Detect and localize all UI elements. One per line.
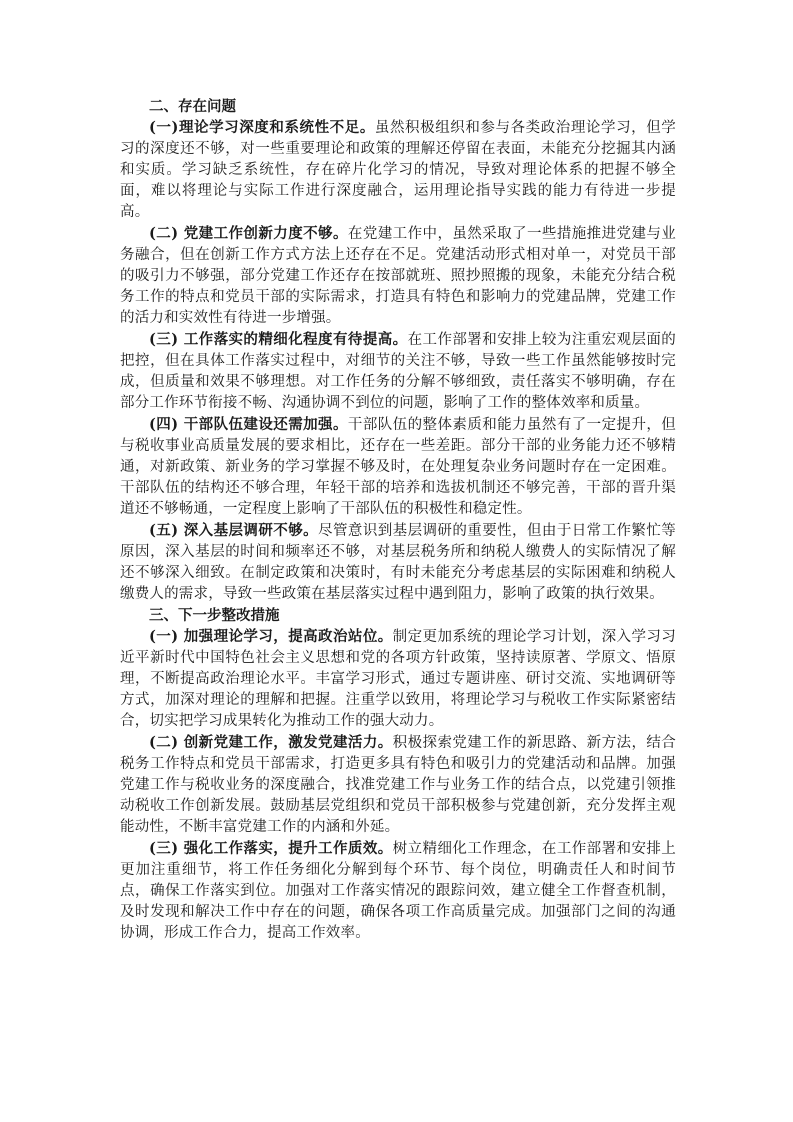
- section-heading-problems: 二、存在问题: [149, 98, 236, 115]
- paragraph-body: 树立精细化工作理念，在工作部署和安排上更加注重细节，将工作任务细化分解到每个环节、每个岗位，明确责任人和时间节点，确保工作落实到位。加强对工作落实情况的跟踪问效，建立健全工作督查机制，及时发现和解决工作中存在的问题，确保各项工作高质量完成。加强部门之间的沟通协调，形成工作合力，提高工作效率。: [120, 841, 676, 941]
- paragraph-problem-5: [120, 520, 676, 605]
- paragraph-body: 积极探索党建工作的新思路、新方法，结合税务工作特点和党员干部需求，打造更多具有特色和吸引力的党建活动和品牌。加强党建工作与税收业务的深度融合，找准党建工作与业务工作的结合点，以党建引领推动税收工作创新发展。鼓励基层党组织和党员干部积极参与党建创新，充分发挥主观能动性，不断丰富党建工作的内涵和外延。: [120, 735, 676, 835]
- paragraph-problem-3: [120, 329, 676, 414]
- section-heading-measures: 三、下一步整改措施: [149, 607, 280, 624]
- paragraph-problem-4: [120, 414, 676, 520]
- paragraph-body: 尽管意识到基层调研的重要性，但由于日常工作繁忙等原因，深入基层的时间和频率还不够，对基层税务所和纳税人缴费人的实际情况了解还不够深入细致。在制定政策和决策时，有时未能充分考虑基层的实际困难和纳税人缴费人的需求，导致一些政策在基层落实过程中遇到阻力，影响了政策的执行效果。: [120, 523, 676, 602]
- paragraph-lead: (一) 加强理论学习，提高政治站位。: [149, 628, 393, 645]
- paragraph-lead: (五) 深入基层调研不够。: [149, 522, 319, 539]
- paragraph-lead: (三) 工作落实的精细化程度有待提高。: [149, 331, 408, 348]
- paragraph-body: 虽然积极组织和参与各类政治理论学习，但学习的深度还不够，对一些重要理论和政策的理解还停留在表面，未能充分挖掘其内涵和实质。学习缺乏系统性，存在碎片化学习的情况，导致对理论体系的把握不够全面，难以将理论与实际工作进行深度融合，运用理论指导实践的能力有待进一步提高。: [120, 120, 677, 220]
- paragraph-lead: (二) 创新党建工作，激发党建活力。: [149, 734, 393, 751]
- paragraph-lead: (二) 党建工作创新力度不够。: [149, 225, 348, 242]
- document-page: [120, 96, 676, 944]
- paragraph-lead: (一)理论学习深度和系统性不足。: [149, 119, 375, 136]
- paragraph-body: 在工作部署和安排上较为注重宏观层面的把控，但在具体工作落实过程中，对细节的关注不够，导致一些工作虽然能够按时完成，但质量和效果不够理想。对工作任务的分解不够细致，责任落实不够明确，存在部分工作环节衔接不畅、沟通协调不到位的问题，影响了工作的整体效率和质量。: [120, 332, 676, 411]
- paragraph-lead: (四) 干部队伍建设还需加强。: [149, 416, 348, 433]
- paragraph-measure-2: [120, 732, 676, 838]
- paragraph-body: 在党建工作中，虽然采取了一些措施推进党建与业务融合，但在创新工作方式方法上还存在不足。党建活动形式相对单一，对党员干部的吸引力不够强，部分党建工作还存在按部就班、照抄照搬的现象，未能充分结合税务工作的特点和党员干部的实际需求，打造具有特色和影响力的党建品牌，党建工作的活力和实效性有待进一步增强。: [120, 226, 676, 326]
- paragraph-problem-1: [120, 117, 676, 223]
- paragraph-body: 制定更加系统的理论学习计划，深入学习习近平新时代中国特色社会主义思想和党的各项方针政策，坚持读原著、学原文、悟原理，不断提高政治理论水平。丰富学习形式，通过专题讲座、研讨交流、实地调研等方式，加深对理论的理解和把握。注重学以致用，将理论学习与税收工作实际紧密结合，切实把学习成果转化为推动工作的强大动力。: [120, 629, 676, 729]
- paragraph-measure-1: [120, 626, 676, 732]
- paragraph-body: 干部队伍的整体素质和能力虽然有了一定提升，但与税收事业高质量发展的要求相比，还存在一些差距。部分干部的业务能力还不够精通，对新政策、新业务的学习掌握不够及时，在处理复杂业务问题时存在一定困难。干部队伍的结构还不够合理，年轻干部的培养和选拔机制还不够完善，干部的晋升渠道还不够畅通，一定程度上影响了干部队伍的积极性和稳定性。: [120, 417, 676, 517]
- paragraph-lead: (三) 强化工作落实，提升工作质效。: [149, 840, 393, 857]
- paragraph-measure-3: [120, 838, 676, 944]
- paragraph-problem-2: [120, 223, 676, 329]
